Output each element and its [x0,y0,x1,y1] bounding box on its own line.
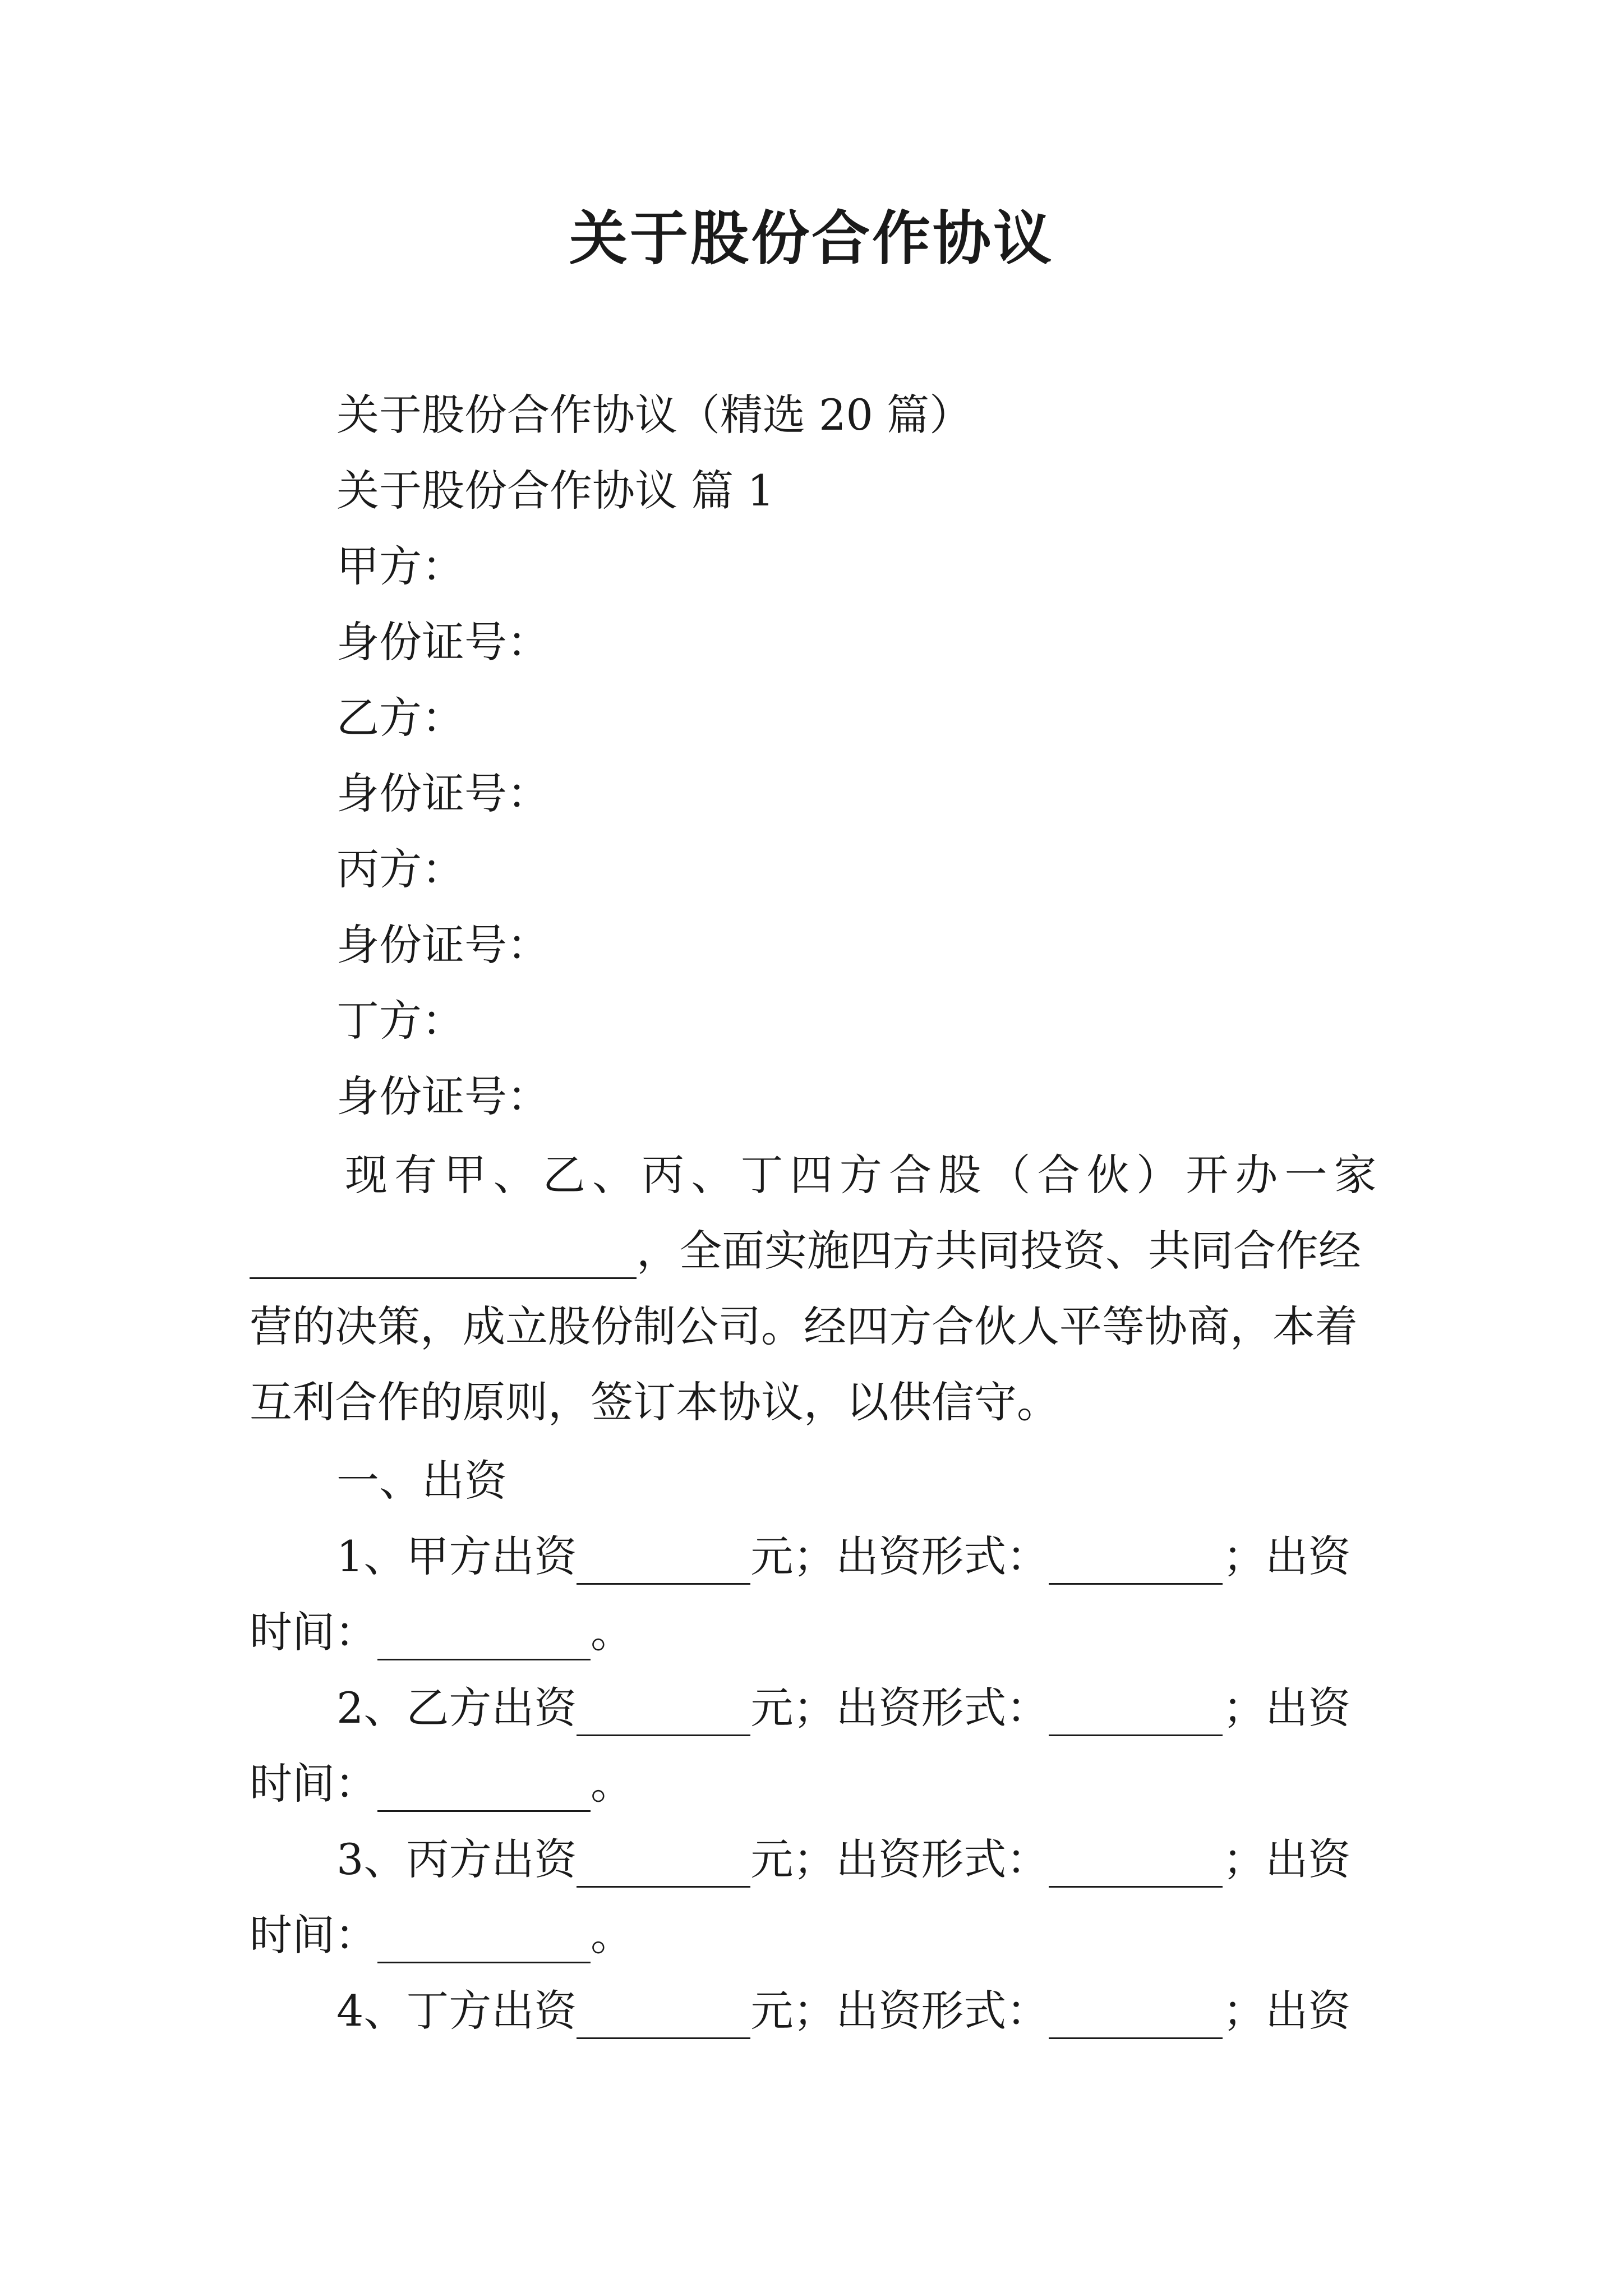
capital-tail-text: ；出资 [1223,1834,1351,1884]
party-a-label: 甲方： [336,541,464,591]
capital-item-prefix: 1、甲方出资 [336,1531,577,1581]
time-label: 时间： [250,1759,377,1809]
intro-char: 丙 [642,1150,685,1200]
intro-char: 甲 [444,1150,487,1200]
amount-blank[interactable] [577,1691,750,1736]
section-heading: 关于股份合作协议 篇 1 [336,466,774,516]
capital-item-2 [336,1680,1377,1736]
party-b-id-label: 身份证号： [336,769,550,818]
intro-char: 乙 [542,1150,585,1200]
party-d-label: 丁方： [336,996,464,1046]
capital-item-3 [336,1832,1377,1888]
capital-unit-text: 元；出资形式： [750,1986,1049,2036]
intro-char: 、 [592,1150,635,1200]
intro-line-3: 营的决策，成立股份制公司。经四方合伙人平等协商，本着 [250,1301,1358,1351]
form-blank[interactable] [1049,1994,1223,2039]
period: 。 [591,1910,633,1960]
time-label: 时间： [250,1910,377,1960]
company-name-blank[interactable] [250,1234,637,1279]
party-b-label: 乙方： [336,693,464,743]
intro-char: （ [988,1150,1031,1200]
intro-char: 办 [1235,1150,1278,1200]
capital-item-3-time [250,1907,1377,1963]
form-blank[interactable] [1049,1691,1223,1736]
party-c-label: 丙方： [336,844,464,894]
capital-unit-text: 元；出资形式： [750,1683,1049,1733]
intro-line-4: 互利合作的原则，签订本协议，以供信守。 [250,1377,1059,1427]
intro-char: 伙 [1086,1150,1129,1200]
intro-char: 现 [345,1150,388,1200]
period: 。 [591,1759,633,1809]
form-blank[interactable] [1049,1539,1223,1585]
capital-item-prefix: 4、丁方出资 [336,1986,577,2036]
time-label: 时间： [250,1607,377,1657]
capital-item-prefix: 3、丙方出资 [336,1834,577,1884]
intro-char: 四 [790,1150,833,1200]
party-a-id-label: 身份证号： [336,617,550,667]
capital-tail-text: ；出资 [1223,1986,1351,2036]
intro-char: 开 [1186,1150,1229,1200]
capital-tail-text: ；出资 [1223,1531,1351,1581]
party-d-id-label: 身份证号： [336,1071,550,1121]
capital-item-2-time [250,1756,1377,1812]
time-blank[interactable] [377,1615,591,1660]
capital-tail-text: ；出资 [1223,1683,1351,1733]
intro-char: 方 [839,1150,882,1200]
amount-blank[interactable] [577,1994,750,2039]
amount-blank[interactable] [577,1842,750,1888]
intro-char: 合 [1037,1150,1080,1200]
intro-line-2-text: ，全面实施四方共同投资、共同合作经 [637,1226,1361,1276]
time-blank[interactable] [377,1918,591,1963]
intro-char: 股 [938,1150,981,1200]
party-c-id-label: 身份证号： [336,920,550,970]
subtitle: 关于股份合作协议（精选 20 篇） [336,390,972,440]
capital-item-4 [336,1983,1377,2039]
intro-char: 一 [1284,1150,1327,1200]
time-blank[interactable] [377,1766,591,1812]
amount-blank[interactable] [577,1539,750,1585]
intro-char: 有 [394,1150,437,1200]
intro-char: 合 [889,1150,932,1200]
intro-char: 家 [1334,1150,1377,1200]
document-title: 关于股份合作协议 [569,204,1054,273]
capital-unit-text: 元；出资形式： [750,1531,1049,1581]
section-capital-heading: 一、出资 [336,1456,507,1506]
capital-unit-text: 元；出资形式： [750,1834,1049,1884]
intro-char: ） [1136,1150,1179,1200]
intro-line-1 [345,1147,1377,1203]
intro-char: 丁 [740,1150,783,1200]
intro-char: 、 [493,1150,536,1200]
intro-line-2 [250,1223,1377,1279]
capital-item-1-time [250,1604,1377,1660]
period: 。 [591,1607,633,1657]
capital-item-prefix: 2、乙方出资 [336,1683,577,1733]
form-blank[interactable] [1049,1842,1223,1888]
capital-item-1 [336,1529,1377,1585]
intro-char: 、 [691,1150,734,1200]
